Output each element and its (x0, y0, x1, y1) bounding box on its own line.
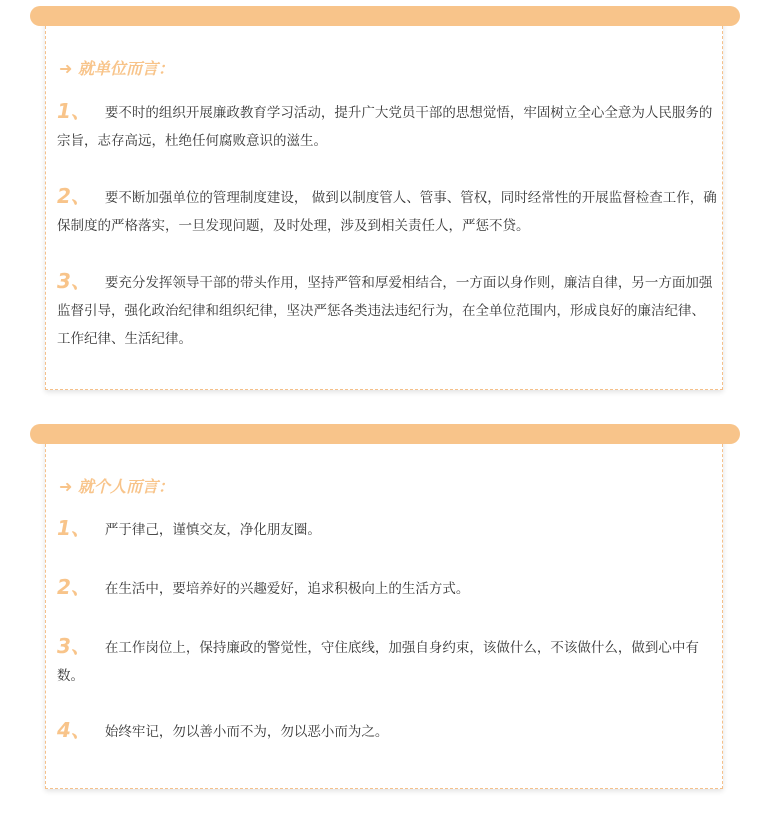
section-unit-card (45, 16, 723, 390)
item-text: 在生活中，要培养好的兴趣爱好，追求积极向上的生活方式。 (104, 581, 470, 597)
list-item (57, 97, 717, 155)
list-item (57, 716, 717, 746)
item-text: 要充分发挥领导干部的带头作用，坚持严管和厚爱相结合，一方面以身作则，廉洁自律，另一方面加强监督引导，强化政治纪律和组织纪律，坚决严惩各类违法违纪行为，在全单位范围内，形成良好的廉洁纪律、工作纪律、生活纪律。 (57, 275, 713, 347)
item-number: 2、 (57, 184, 91, 208)
list-item (57, 514, 717, 544)
section-unit-heading: ➜ 就单位而言： (59, 59, 174, 78)
list-item (57, 267, 717, 353)
item-number: 3、 (57, 634, 91, 658)
list-item (57, 182, 717, 240)
item-number: 3、 (57, 269, 91, 293)
item-text: 要不断加强单位的管理制度建设， 做到以制度管人、管事、管权，同时经常性的开展监督检查工作，确保制度的严格落实，一旦发现问题，及时处理，涉及到相关责任人，严惩不贷。 (57, 190, 717, 234)
section-personal-heading: ➜ 就个人而言： (59, 477, 174, 496)
section-personal-header-bar (30, 424, 740, 444)
item-number: 1、 (57, 516, 91, 540)
item-text: 始终牢记，勿以善小而不为，勿以恶小而为之。 (104, 724, 389, 740)
section-personal-card (45, 434, 723, 789)
item-number: 4、 (57, 718, 91, 742)
list-item (57, 632, 717, 690)
item-number: 1、 (57, 99, 91, 123)
item-text: 在工作岗位上，保持廉政的警觉性，守住底线，加强自身约束，该做什么，不该做什么，做到心中有数。 (57, 640, 699, 684)
item-text: 要不时的组织开展廉政教育学习活动，提升广大党员干部的思想觉悟，牢固树立全心全意为人民服务的宗旨，志存高远，杜绝任何腐败意识的滋生。 (57, 105, 713, 149)
list-item (57, 573, 717, 603)
item-number: 2、 (57, 575, 91, 599)
section-unit-header-bar (30, 6, 740, 26)
item-text: 严于律己，谨慎交友，净化朋友圈。 (104, 522, 321, 538)
